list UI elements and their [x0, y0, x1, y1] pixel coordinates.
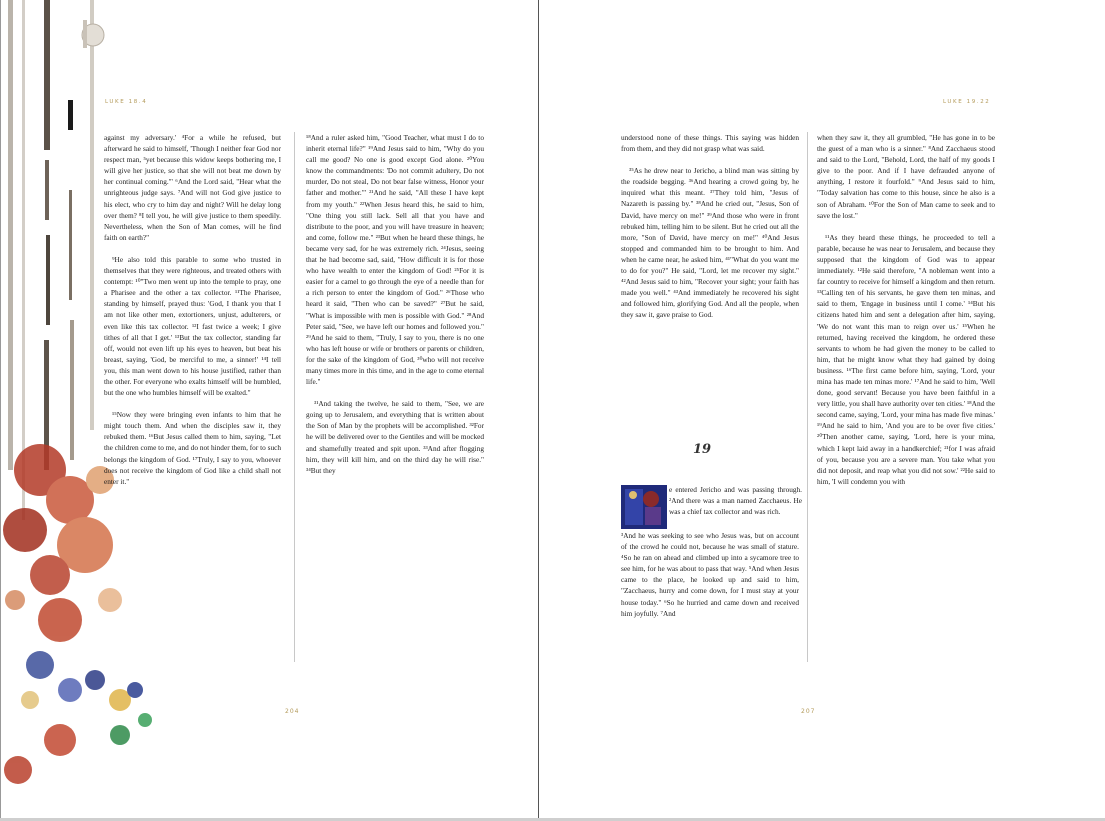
paragraph: ³⁵As he drew near to Jericho, a blind man was sitting by the roadside begging. ³⁶And hearing a crowd going by, he inquired what this meant. ³⁷They told him, "Jesus of Nazareth is passing by." ³⁸And he cried out, "Jesus, Son of David, have mercy on me!" ³⁹And those who were in front rebuked him, telling him to be silent. But he cried out all the more, "Son of David, have mercy on me!" ⁴⁰And Jesus stopped and commanded him to be brought to him. And when he came near, he asked him, ⁴¹"What do you want me to do for you?" He said, "Lord, let me recover my sight." ⁴²And Jesus said to him, "Recover your sight; your faith has made you well." ⁴³And immediately he recovered his sight and followed him, glorifying God. And all the people, when they saw it, gave praise to God.	[621, 166, 799, 320]
left-page	[0, 0, 538, 821]
right-column-1	[621, 132, 799, 321]
left-column-1	[104, 132, 281, 487]
running-head-right: LUKE 19.22	[943, 99, 991, 105]
running-head-left: LUKE 18.4	[105, 99, 148, 105]
drop-cap-illustration	[621, 485, 667, 529]
paragraph: ³¹And taking the twelve, he said to them, "See, we are going up to Jerusalem, and everything that is written about the Son of Man by the prophets will be accomplished. ³²For he will be delivered over to the Gentiles and will be mocked and shamefully treated and spit upon. ³³And after flogging him, they will kill him, and on the third day he will rise." ³⁴But they	[306, 399, 484, 475]
column-rule	[294, 132, 295, 662]
page-edge	[0, 0, 1, 821]
paragraph: ¹⁸And a ruler asked him, "Good Teacher, what must I do to inherit eternal life?" ¹⁹And Jesus said to him, "Why do you call me good? No one is good except God alone. ²⁰You know the commandments: 'Do not commit adultery, Do not murder, Do not steal, Do not bear false witness, Honor your father and mother.'" ²¹And he said, "All these I have kept from my youth." ²²When Jesus heard this, he said to him, "One thing you still lack. Sell all that you have and distribute to the poor, and you will have treasure in heaven; and come, follow me." ²³But when he heard these things, he became very sad, for he was extremely rich. ²⁴Jesus, seeing that he had become sad, said, "How difficult it is for those who have wealth to enter the kingdom of God! ²⁵For it is easier for a camel to go through the eye of a needle than for a rich person to enter the kingdom of God." ²⁶Those who heard it said, "Then who can be saved?" ²⁷But he said, "What is impossible with men is possible with God." ²⁸And Peter said, "See, we have left our homes and followed you." ²⁹And he said to them, "Truly, I say to you, there is no one who has left house or wife or brothers or parents or children, for the sake of the kingdom of God, ³⁰who will not receive many times more in this time, and in the age to come eternal life."	[306, 133, 484, 387]
page-number-right: 207	[801, 708, 816, 715]
right-column-1-continued	[621, 530, 799, 619]
paragraph: when they saw it, they all grumbled, "He has gone in to be the guest of a man who is a sinner." ⁸And Zacchaeus stood and said to the Lord, "Behold, Lord, the half of my goods I give to the poor. And if I have defrauded anyone of anything, I restore it fourfold." ⁹And Jesus said to him, "Today salvation has come to this house, since he also is a son of Abraham. ¹⁰For the Son of Man came to seek and to save the lost."	[817, 133, 995, 220]
paragraph: against my adversary.' ⁴For a while he refused, but afterward he said to himself, 'Though I neither fear God nor respect man, ⁵yet because this widow keeps bothering me, I will give her justice, so that she will not beat me down by her continual coming.'" ⁶And the Lord said, "Hear what the unrighteous judge says. ⁷And will not God give justice to his elect, who cry to him day and night? Will he delay long over them? ⁸I tell you, he will give justice to them speedily. Nevertheless, when the Son of Man comes, will he find faith on earth?"	[104, 133, 281, 242]
left-column-2	[306, 132, 484, 476]
paragraph: e entered Jericho and was passing through. ²And there was a man named Zacchaeus. He was a chief tax collector and was rich.	[669, 485, 802, 517]
paragraph: ¹⁵Now they were bringing even infants to him that he might touch them. And when the disciples saw it, they rebuked them. ¹⁶But Jesus called them to him, saying, "Let the children come to me, and do not hinder them, for to such belongs the kingdom of God. ¹⁷Truly, I say to you, whoever does not receive the kingdom of God like a child shall not enter it."	[104, 410, 281, 486]
chapter-number: 19	[693, 442, 712, 457]
paragraph: ³And he was seeking to see who Jesus was, but on account of the crowd he could not, because he was small of stature. ⁴So he ran on ahead and climbed up into a sycamore tree to see him, for he was about to pass that way. ⁵And when Jesus came to the place, he looked up and said to him, "Zacchaeus, hurry and come down, for I must stay at your house today." ⁶So he hurried and came down and received him joyfully. ⁷And	[621, 531, 799, 618]
page-number-left: 204	[285, 708, 300, 715]
drop-cap-text	[669, 484, 802, 517]
right-page	[539, 0, 1105, 821]
paragraph: ¹¹As they heard these things, he proceeded to tell a parable, because he was near to Jerusalem, and because they supposed that the kingdom of God was to appear immediately. ¹²He said therefore, "A nobleman went into a far country to receive for himself a kingdom and then return. ¹³Calling ten of his servants, he gave them ten minas, and said to them, 'Engage in business until I come.' ¹⁴But his citizens hated him and sent a delegation after him, saying, 'We do not want this man to reign over us.' ¹⁵When he returned, having received the kingdom, he ordered these servants to whom he had given the money to be called to him, that he might know what they had gained by doing business. ¹⁶The first came before him, saying, 'Lord, your mina has made ten minas more.' ¹⁷And he said to him, 'Well done, good servant! Because you have been faithful in a very little, you shall have authority over ten cities.' ¹⁸And the second came, saying, 'Lord, your mina has made five minas.' ¹⁹And he said to him, 'And you are to be over five cities.' ²⁰Then another came, saying, 'Lord, here is your mina, which I kept laid away in a handkerchief; ²¹for I was afraid of you, because you are a severe man. You take what you did not deposit, and reap what you did not sow.' ²²He said to him, 'I will condemn you with	[817, 232, 995, 486]
paragraph: ⁹He also told this parable to some who trusted in themselves that they were righteous, and treated others with contempt: ¹⁰"Two men went up into the temple to pray, one a Pharisee and the other a tax collector. ¹¹The Pharisee, standing by himself, prayed thus: 'God, I thank you that I am not like other men, extortioners, unjust, adulterers, or even like this tax collector. ¹²I fast twice a week; I give tithes of all that I get.' ¹³But the tax collector, standing far off, would not even lift up his eyes to heaven, but beat his breast, saying, 'God, be merciful to me, a sinner!' ¹⁴I tell you, this man went down to his house justified, rather than the other. For everyone who exalts himself will be humbled, but the one who humbles himself will be exalted."	[104, 254, 281, 398]
column-rule	[807, 132, 808, 662]
right-column-2	[817, 132, 995, 487]
paragraph: understood none of these things. This saying was hidden from them, and they did not grasp what was said.	[621, 133, 799, 154]
